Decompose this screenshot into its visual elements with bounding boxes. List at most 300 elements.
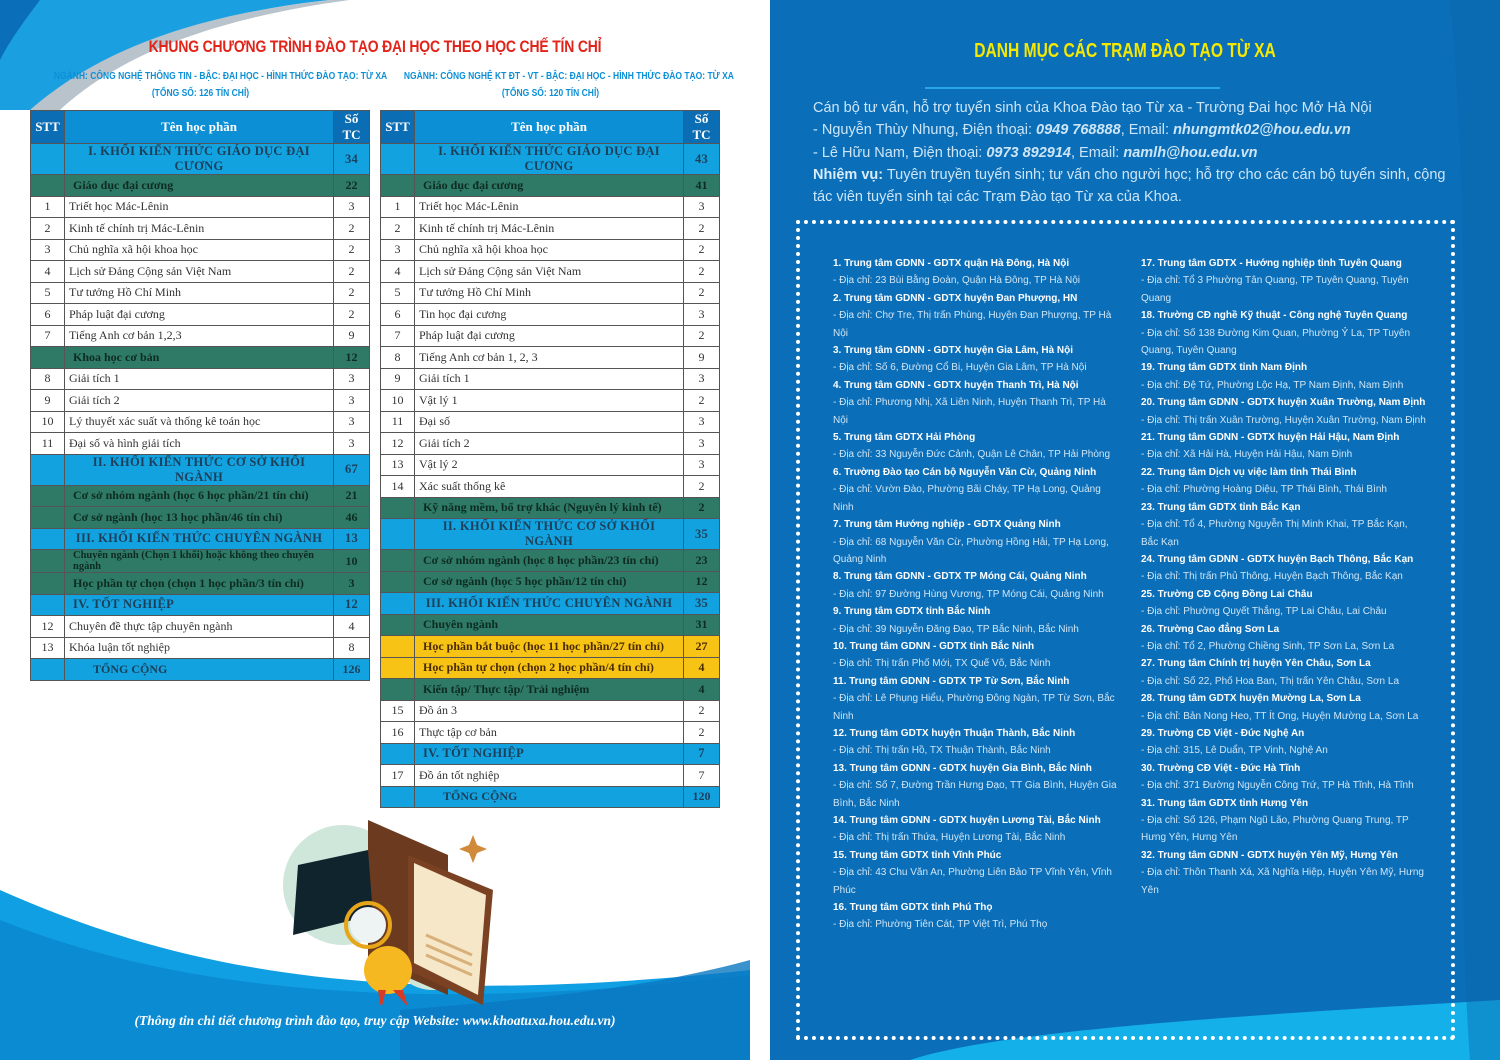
row-course-name: Cơ sở ngành (học 13 học phần/46 tín chỉ)	[65, 507, 334, 529]
station-address: - Địa chỉ: Phường Tiên Cát, TP Việt Trì, Phú Thọ	[833, 919, 1048, 931]
station-item	[833, 603, 1118, 638]
section-row	[381, 636, 720, 658]
row-course-name: Chuyên ngành (Chọn 1 khối) hoặc không theo chuyên ngành	[65, 550, 334, 573]
station-name: 6. Trường Đào tạo Cán bộ Nguyễn Văn Cừ, Quảng Ninh	[833, 466, 1097, 478]
row-credits: 22	[334, 175, 370, 197]
course-row	[31, 616, 370, 638]
station-address: - Địa chỉ: Thị trấn Phủ Thông, Huyện Bạch Thông, Bắc Kạn	[1141, 571, 1403, 583]
station-item	[1141, 255, 1426, 307]
row-stt	[381, 571, 415, 593]
row-stt: 11	[381, 411, 415, 433]
row-course-name: Đại số và hình giải tích	[65, 433, 334, 455]
row-credits: 43	[684, 144, 720, 175]
row-stt: 12	[381, 433, 415, 455]
row-stt	[381, 636, 415, 658]
station-item	[1141, 621, 1426, 656]
row-credits: 3	[684, 196, 720, 218]
course-row	[31, 282, 370, 304]
row-course-name: Giải tích 1	[65, 368, 334, 390]
stations-column-2	[1141, 255, 1426, 899]
course-row	[381, 700, 720, 722]
row-stt	[381, 657, 415, 679]
row-course-name: Chuyên ngành	[415, 614, 684, 636]
program1-table	[30, 110, 370, 681]
station-address: - Địa chỉ: Phường Quyết Thắng, TP Lai Châu, Lai Châu	[1141, 606, 1387, 618]
col-header-course-name: Tên học phần	[65, 111, 334, 144]
station-item	[1141, 655, 1426, 690]
row-course-name: Tiếng Anh cơ bản 1,2,3	[65, 325, 334, 347]
station-address: - Địa chỉ: 23 Bùi Bằng Đoàn, Quận Hà Đông, TP Hà Nội	[833, 275, 1080, 287]
row-course-name: Lý thuyết xác suất và thống kê toán học	[65, 411, 334, 433]
station-item	[833, 847, 1118, 899]
row-stt: 4	[381, 261, 415, 283]
col-header-course-name: Tên học phần	[415, 111, 684, 144]
row-credits: 2	[684, 497, 720, 519]
contact-nam	[813, 142, 1453, 164]
row-course-name: Triết học Mác-Lênin	[415, 196, 684, 218]
row-credits: 3	[334, 433, 370, 455]
row-course-name: Giáo dục đại cương	[415, 175, 684, 197]
row-stt	[31, 550, 65, 573]
row-stt: 15	[381, 700, 415, 722]
row-credits: 120	[684, 786, 720, 808]
section-row	[31, 594, 370, 616]
station-item	[1141, 586, 1426, 621]
course-row	[31, 637, 370, 659]
station-name: 9. Trung tâm GDTX tỉnh Bắc Ninh	[833, 606, 991, 618]
curriculum-title: KHUNG CHƯƠNG TRÌNH ĐÀO TẠO ĐẠI HỌC THEO HỌC CHẾ TÍN CHỈ	[148, 37, 602, 56]
station-item	[833, 638, 1118, 673]
row-stt	[31, 573, 65, 595]
row-course-name: Triết học Mác-Lênin	[65, 196, 334, 218]
row-credits: 3	[334, 411, 370, 433]
program1-heading	[28, 68, 388, 102]
row-credits: 2	[684, 722, 720, 744]
row-course-name: Chuyên đề thực tập chuyên ngành	[65, 616, 334, 638]
station-item	[833, 516, 1118, 568]
station-name: 16. Trung tâm GDTX tỉnh Phú Thọ	[833, 902, 993, 914]
station-name: 23. Trung tâm GDTX tỉnh Bắc Kạn	[1141, 501, 1301, 513]
row-credits: 3	[684, 304, 720, 326]
station-name: 19. Trung tâm GDTX tỉnh Nam Định	[1141, 362, 1308, 374]
station-name: 22. Trung tâm Dịch vụ việc làm tỉnh Thái Bình	[1141, 466, 1357, 478]
row-credits: 2	[334, 304, 370, 326]
row-credits: 126	[334, 659, 370, 681]
row-credits: 21	[334, 485, 370, 507]
row-course-name: Lịch sử Đảng Cộng sản Việt Nam	[65, 261, 334, 283]
row-stt: 11	[31, 433, 65, 455]
row-course-name: Pháp luật đại cương	[65, 304, 334, 326]
row-course-name: Vật lý 2	[415, 454, 684, 476]
station-address: - Địa chỉ: Tổ 2, Phường Chiềng Sinh, TP Sơn La, Sơn La	[1141, 640, 1395, 652]
course-row	[381, 368, 720, 390]
course-row	[381, 347, 720, 369]
row-course-name: Pháp luật đại cương	[415, 325, 684, 347]
row-stt: 13	[31, 637, 65, 659]
station-address: - Địa chỉ: Số 6, Đường Cổ Bi, Huyện Gia Lâm, TP Hà Nội	[833, 362, 1087, 374]
station-address: - Địa chỉ: Phương Nhị, Xã Liên Ninh, Huyện Thanh Trì, TP Hà Nội	[833, 397, 1106, 426]
row-credits: 9	[334, 325, 370, 347]
row-stt: 8	[381, 347, 415, 369]
station-item	[1141, 359, 1426, 394]
station-name: 28. Trung tâm GDTX huyện Mường La, Sơn La	[1141, 693, 1361, 705]
row-credits: 2	[684, 261, 720, 283]
row-course-name: Kiến tập/ Thực tập/ Trải nghiệm	[415, 679, 684, 701]
station-name: 11. Trung tâm GDNN - GDTX TP Từ Sơn, Bắc Ninh	[833, 675, 1070, 687]
station-address: - Địa chỉ: Thị trấn Xuân Trường, Huyện Xuân Trường, Nam Định	[1141, 414, 1426, 426]
row-course-name: Kinh tế chính trị Mác-Lênin	[65, 218, 334, 240]
row-credits: 3	[684, 433, 720, 455]
row-stt	[381, 519, 415, 550]
station-name: 5. Trung tâm GDTX Hải Phòng	[833, 432, 976, 444]
row-stt: 9	[31, 390, 65, 412]
station-address: - Địa chỉ: Thị trấn Phố Mới, TX Quế Võ, Bắc Ninh	[833, 658, 1051, 670]
course-row	[31, 411, 370, 433]
row-credits: 12	[334, 594, 370, 616]
course-row	[381, 239, 720, 261]
advisor-intro	[813, 97, 1453, 208]
row-credits: 2	[684, 390, 720, 412]
row-course-name: Đại số	[415, 411, 684, 433]
row-credits: 27	[684, 636, 720, 658]
row-course-name: Vật lý 1	[415, 390, 684, 412]
row-credits: 3	[334, 573, 370, 595]
row-stt: 3	[381, 239, 415, 261]
station-address: - Địa chỉ: Chợ Tre, Thị trấn Phùng, Huyện Đan Phượng, TP Hà Nội	[833, 310, 1112, 339]
row-stt	[381, 679, 415, 701]
station-item	[833, 899, 1118, 934]
station-item	[1141, 307, 1426, 359]
section-row	[381, 144, 720, 175]
station-address: - Địa chỉ: Số 22, Phố Hoa Ban, Thị trấn Yên Châu, Sơn La	[1141, 675, 1400, 687]
email-label: , Email:	[1120, 122, 1174, 139]
row-stt	[31, 347, 65, 369]
course-row	[31, 304, 370, 326]
row-course-name: Chủ nghĩa xã hội khoa học	[65, 239, 334, 261]
course-row	[381, 282, 720, 304]
program1-name: NGÀNH: CÔNG NGHỆ THÔNG TIN - BẬC: ĐẠI HỌC - HÌNH THỨC ĐÀO TẠO: TỪ XA	[53, 71, 388, 82]
station-address: - Địa chỉ: 97 Đường Hùng Vương, TP Móng Cái, Quảng Ninh	[833, 588, 1104, 600]
section-row	[31, 485, 370, 507]
row-credits: 4	[684, 657, 720, 679]
row-stt: 12	[31, 616, 65, 638]
row-credits: 2	[684, 476, 720, 498]
row-stt: 10	[381, 390, 415, 412]
program2-total-credits: (TỔNG SỐ: 120 TÍN CHỈ)	[501, 88, 600, 99]
graduation-illustration	[258, 795, 498, 1005]
section-row	[381, 175, 720, 197]
station-address: - Địa chỉ: Lê Phụng Hiểu, Phường Đông Ngàn, TP Từ Sơn, Bắc Ninh	[833, 693, 1115, 722]
course-row	[381, 390, 720, 412]
row-stt: 13	[381, 454, 415, 476]
row-course-name: Chủ nghĩa xã hội khoa học	[415, 239, 684, 261]
row-stt	[31, 485, 65, 507]
row-course-name: Giáo dục đại cương	[65, 175, 334, 197]
station-name: 4. Trung tâm GDNN - GDTX huyện Thanh Trì, Hà Nội	[833, 379, 1079, 391]
station-item	[833, 673, 1118, 725]
station-item	[833, 725, 1118, 760]
email-label: , Email:	[1070, 144, 1124, 161]
row-credits: 12	[334, 347, 370, 369]
station-address: - Địa chỉ: Thị trấn Hồ, TX Thuận Thành, Bắc Ninh	[833, 745, 1051, 757]
section-row	[381, 497, 720, 519]
station-name: 27. Trung tâm Chính trị huyện Yên Châu, Sơn La	[1141, 658, 1371, 670]
task-description	[813, 164, 1453, 209]
course-row	[381, 454, 720, 476]
section-row	[381, 743, 720, 765]
row-course-name: Đồ án 3	[415, 700, 684, 722]
station-name: 26. Trường Cao đẳng Sơn La	[1141, 623, 1280, 635]
row-credits: 35	[684, 519, 720, 550]
row-course-name: Kinh tế chính trị Mác-Lênin	[415, 218, 684, 240]
row-course-name: TỔNG CỘNG	[415, 786, 684, 808]
row-credits: 9	[684, 347, 720, 369]
section-row	[31, 175, 370, 197]
station-address: - Địa chỉ: Số 138 Đường Kim Quan, Phường Ỷ La, TP Tuyên Quang, Tuyên Quang	[1141, 327, 1411, 357]
row-stt	[31, 507, 65, 529]
row-course-name: IV. TỐT NGHIỆP	[415, 743, 684, 765]
row-stt: 1	[31, 196, 65, 218]
row-credits: 2	[684, 325, 720, 347]
section-row	[31, 347, 370, 369]
section-row	[381, 657, 720, 679]
row-credits: 12	[684, 571, 720, 593]
course-row	[381, 304, 720, 326]
station-name: 2. Trung tâm GDNN - GDTX huyện Đan Phượng, HN	[833, 292, 1078, 304]
row-credits: 2	[684, 700, 720, 722]
row-stt	[31, 454, 65, 485]
row-stt: 2	[381, 218, 415, 240]
row-credits: 35	[684, 593, 720, 615]
station-item	[833, 760, 1118, 812]
station-name: 31. Trung tâm GDTX tỉnh Hưng Yên	[1141, 797, 1309, 809]
row-stt: 5	[381, 282, 415, 304]
station-name: 3. Trung tâm GDNN - GDTX huyện Gia Lâm, Hà Nội	[833, 345, 1074, 357]
station-name: 30. Trường CĐ Việt - Đức Hà Tĩnh	[1141, 762, 1301, 774]
station-item	[1141, 760, 1426, 795]
row-stt	[381, 593, 415, 615]
row-credits: 46	[334, 507, 370, 529]
row-stt: 5	[31, 282, 65, 304]
total-row	[31, 659, 370, 681]
course-row	[381, 411, 720, 433]
row-stt: 17	[381, 765, 415, 787]
station-address: - Địa chỉ: Tổ 4, Phường Nguyễn Thị Minh Khai, TP Bắc Kạn, Bắc Kạn	[1141, 519, 1408, 548]
station-item	[833, 290, 1118, 342]
course-row	[31, 368, 370, 390]
row-stt	[381, 614, 415, 636]
row-course-name: Cơ sở ngành (học 5 học phần/12 tín chỉ)	[415, 571, 684, 593]
row-credits: 8	[334, 637, 370, 659]
section-row	[31, 507, 370, 529]
course-row	[381, 476, 720, 498]
section-row	[381, 679, 720, 701]
row-stt	[31, 144, 65, 175]
station-name: 29. Trường CĐ Việt - Đức Nghệ An	[1141, 727, 1305, 739]
station-name: 12. Trung tâm GDTX huyện Thuận Thành, Bắc Ninh	[833, 727, 1076, 739]
station-item	[1141, 795, 1426, 847]
program2-name: NGÀNH: CÔNG NGHỆ KT ĐT - VT - BẬC: ĐẠI HỌC - HÌNH THỨC ĐÀO TẠO: TỪ XA	[403, 71, 734, 82]
row-course-name: III. KHỐI KIẾN THỨC CHUYÊN NGÀNH	[415, 593, 684, 615]
row-stt: 1	[381, 196, 415, 218]
station-address: - Địa chỉ: Phường Hoàng Diệu, TP Thái Bình, Thái Bình	[1141, 484, 1387, 496]
row-credits: 4	[334, 616, 370, 638]
program2-table	[380, 110, 720, 808]
course-row	[381, 325, 720, 347]
row-course-name: III. KHỐI KIẾN THỨC CHUYÊN NGÀNH	[65, 528, 334, 550]
col-header-credits: Số TC	[334, 111, 370, 144]
row-credits: 3	[684, 411, 720, 433]
website-footnote: (Thông tin chi tiết chương trình đào tạo, truy cập Website: www.khoatuxa.hou.edu.vn)	[134, 1013, 616, 1028]
station-address: - Địa chỉ: Vườn Đào, Phường Bãi Cháy, TP Hạ Long, Quảng Ninh	[833, 484, 1101, 513]
row-course-name: Lịch sử Đảng Cộng sản Việt Nam	[415, 261, 684, 283]
intro-line: Cán bộ tư vấn, hỗ trợ tuyển sinh của Khoa Đào tạo Từ xa - Trường Đai học Mở Hà Nội	[813, 100, 1372, 116]
station-address: - Địa chỉ: Đệ Tứ, Phường Lộc Hạ, TP Nam Định, Nam Định	[1141, 379, 1404, 391]
station-item	[833, 464, 1118, 516]
row-stt	[381, 743, 415, 765]
station-item	[833, 568, 1118, 603]
row-course-name: Học phần tự chọn (chọn 1 học phần/3 tín chỉ)	[65, 573, 334, 595]
station-name: 8. Trung tâm GDNN - GDTX TP Móng Cái, Quảng Ninh	[833, 571, 1087, 583]
row-stt	[31, 659, 65, 681]
station-item	[833, 812, 1118, 847]
col-header-credits: Số TC	[684, 111, 720, 144]
stations-column-1	[833, 255, 1118, 934]
station-name: 18. Trường CĐ nghề Kỹ thuật - Công nghệ Tuyên Quang	[1141, 310, 1408, 322]
row-course-name: I. KHỐI KIẾN THỨC GIÁO DỤC ĐẠI CƯƠNG	[65, 144, 334, 175]
station-item	[833, 255, 1118, 290]
course-row	[31, 239, 370, 261]
email-link[interactable]: nhungmtk02@hou.edu.vn	[1173, 122, 1351, 139]
section-row	[381, 614, 720, 636]
course-row	[381, 722, 720, 744]
phone-number: 0949 768888	[1036, 122, 1121, 139]
station-name: 15. Trung tâm GDTX tỉnh Vĩnh Phúc	[833, 849, 1002, 861]
station-address: - Địa chỉ: Thị trấn Thứa, Huyện Lương Tài, Bắc Ninh	[833, 832, 1066, 844]
row-course-name: Cơ sở nhóm ngành (học 6 học phần/21 tín chỉ)	[65, 485, 334, 507]
row-credits: 23	[684, 550, 720, 572]
station-address: - Địa chỉ: 315, Lê Duẩn, TP Vinh, Nghệ An	[1141, 745, 1328, 757]
row-credits: 13	[334, 528, 370, 550]
row-credits: 2	[334, 261, 370, 283]
row-credits: 3	[334, 390, 370, 412]
station-address: - Địa chỉ: Xã Hải Hà, Huyện Hải Hậu, Nam Định	[1141, 449, 1353, 461]
row-course-name: Kỹ năng mềm, bổ trợ khác (Nguyên lý kinh tế)	[415, 497, 684, 519]
contact-label: - Lê Hữu Nam, Điện thoại:	[813, 144, 987, 161]
row-credits: 34	[334, 144, 370, 175]
section-row	[381, 593, 720, 615]
station-address: - Địa chỉ: Thôn Thanh Xá, Xã Nghĩa Hiệp, Huyện Yên Mỹ, Hưng Yên	[1141, 867, 1424, 896]
program1-total-credits: (TỔNG SỐ: 126 TÍN CHỈ)	[151, 88, 250, 99]
station-item	[833, 429, 1118, 464]
row-stt: 7	[31, 325, 65, 347]
station-name: 24. Trung tâm GDNN - GDTX huyện Bạch Thông, Bắc Kạn	[1141, 553, 1414, 565]
station-item	[1141, 499, 1426, 551]
row-stt: 14	[381, 476, 415, 498]
section-row	[31, 454, 370, 485]
row-stt: 16	[381, 722, 415, 744]
station-name: 10. Trung tâm GDNN - GDTX tỉnh Bắc Ninh	[833, 640, 1035, 652]
row-stt: 9	[381, 368, 415, 390]
station-item	[1141, 551, 1426, 586]
station-address: - Địa chỉ: Tổ 3 Phường Tân Quang, TP Tuyên Quang, Tuyên Quang	[1141, 275, 1409, 304]
station-address: - Địa chỉ: Bản Nong Heo, TT Ít Ong, Huyện Mường La, Sơn La	[1141, 710, 1419, 722]
section-row	[31, 573, 370, 595]
section-row	[31, 550, 370, 573]
station-address: - Địa chỉ: Số 126, Phạm Ngũ Lão, Phường Quang Trung, TP Hưng Yên, Hưng Yên	[1141, 815, 1409, 844]
station-name: 1. Trung tâm GDNN - GDTX quận Hà Đông, Hà Nội	[833, 258, 1070, 269]
station-name: 32. Trung tâm GDNN - GDTX huyện Yên Mỹ, Hưng Yên	[1141, 849, 1398, 861]
station-item	[833, 377, 1118, 429]
course-row	[31, 390, 370, 412]
row-stt	[381, 550, 415, 572]
row-credits: 67	[334, 454, 370, 485]
section-row	[31, 144, 370, 175]
row-credits: 3	[334, 368, 370, 390]
station-item	[1141, 847, 1426, 899]
row-stt	[381, 144, 415, 175]
right-page	[750, 0, 1500, 1060]
row-credits: 3	[334, 196, 370, 218]
row-stt: 10	[31, 411, 65, 433]
row-credits: 2	[684, 282, 720, 304]
course-row	[381, 261, 720, 283]
row-stt	[381, 175, 415, 197]
station-address: - Địa chỉ: 371 Đường Nguyễn Công Trứ, TP Hà Tĩnh, Hà Tĩnh	[1141, 780, 1414, 792]
row-course-name: Học phần tự chọn (chọn 2 học phần/4 tín chỉ)	[415, 657, 684, 679]
station-name: 21. Trung tâm GDNN - GDTX huyện Hải Hậu, Nam Định	[1141, 432, 1400, 444]
row-course-name: Tin học đại cương	[415, 304, 684, 326]
row-course-name: II. KHỐI KIẾN THỨC CƠ SỞ KHỐI NGÀNH	[65, 454, 334, 485]
row-credits: 2	[334, 239, 370, 261]
program2-heading	[378, 68, 734, 102]
row-course-name: Giải tích 2	[415, 433, 684, 455]
row-credits: 3	[684, 368, 720, 390]
course-row	[381, 196, 720, 218]
row-stt: 7	[381, 325, 415, 347]
email-link[interactable]: namlh@hou.edu.vn	[1123, 144, 1258, 161]
stations-title: DANH MỤC CÁC TRẠM ĐÀO TẠO TỪ XA	[974, 40, 1276, 62]
row-credits: 7	[684, 743, 720, 765]
row-credits: 10	[334, 550, 370, 573]
station-name: 7. Trung tâm Hướng nghiệp - GDTX Quảng Ninh	[833, 519, 1061, 531]
row-stt	[381, 497, 415, 519]
row-credits: 41	[684, 175, 720, 197]
row-credits: 2	[684, 218, 720, 240]
row-course-name: TỔNG CỘNG	[65, 659, 334, 681]
row-stt	[31, 175, 65, 197]
row-stt: 4	[31, 261, 65, 283]
row-stt: 8	[31, 368, 65, 390]
row-course-name: Giải tích 2	[65, 390, 334, 412]
course-row	[31, 196, 370, 218]
row-course-name: Giải tích 1	[415, 368, 684, 390]
task-label: Nhiệm vụ:	[813, 166, 884, 183]
col-header-stt: STT	[381, 111, 415, 144]
course-row	[381, 765, 720, 787]
course-row	[31, 433, 370, 455]
section-row	[381, 571, 720, 593]
course-row	[31, 325, 370, 347]
station-item	[1141, 394, 1426, 429]
row-course-name: Tư tưởng Hồ Chí Minh	[65, 282, 334, 304]
station-item	[1141, 464, 1426, 499]
station-name: 20. Trung tâm GDNN - GDTX huyện Xuân Trường, Nam Định	[1141, 397, 1426, 409]
station-address: - Địa chỉ: 43 Chu Văn An, Phường Liên Bảo TP Vĩnh Yên, Vĩnh Phúc	[833, 867, 1112, 896]
row-stt	[31, 594, 65, 616]
row-course-name: II. KHỐI KIẾN THỨC CƠ SỞ KHỐI NGÀNH	[415, 519, 684, 550]
station-name: 14. Trung tâm GDNN - GDTX huyện Lương Tài, Bắc Ninh	[833, 815, 1101, 826]
